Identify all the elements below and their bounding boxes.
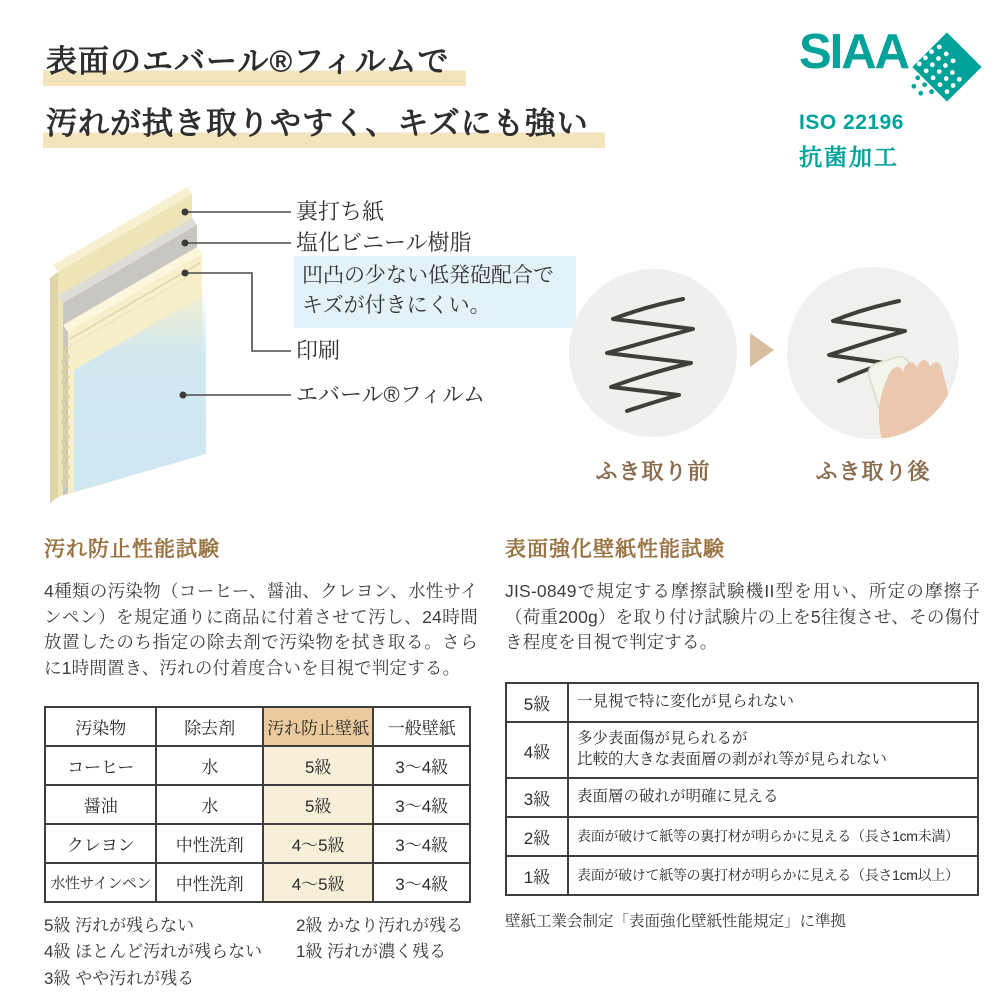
desc-cell: 表面が破けて紙等の裏打材が明らかに見える（長さ1cm以上）	[577, 867, 959, 884]
wallpaper-layers-illustration	[40, 172, 300, 517]
cell: 水	[156, 785, 262, 824]
grade-legend	[44, 913, 478, 992]
surface-test-description: JIS-0849で規定する摩擦試験機II型を用い、所定の摩擦子（荷重200g）を取り付け試験片の上を5往復させ、その傷付き程度を目視で判定する。	[505, 581, 980, 653]
grade-cell: 5級	[506, 683, 568, 722]
legend-item: 2級 かなり汚れが残る	[296, 915, 464, 935]
desc-cell: 一見視で特に変化が見られない	[577, 693, 795, 711]
legend-item: 1級 汚れが濃く残る	[296, 942, 447, 962]
cell: 水	[156, 746, 262, 785]
cell: 中性洗剤	[156, 863, 262, 902]
table-row	[506, 817, 978, 856]
header-pollutant: 汚染物	[45, 707, 156, 746]
header-remover: 除去剤	[156, 707, 262, 746]
cell: 3～4級	[373, 746, 470, 785]
surface-test-section	[505, 533, 980, 931]
before-wipe-label: ふき取り前	[595, 459, 711, 484]
cell: 水性サインペン	[45, 863, 156, 902]
header-stainproof-wallpaper: 汚れ防止壁紙	[263, 707, 373, 746]
table-row	[45, 785, 470, 824]
label-backing-paper: 裏打ち紙	[296, 199, 385, 224]
arrow-right-icon	[750, 333, 774, 367]
cell: 5級	[263, 746, 373, 785]
table-header-row	[45, 707, 470, 746]
low-foam-note	[294, 256, 576, 328]
label-vinyl-resin: 塩化ビニール樹脂	[296, 230, 472, 255]
siaa-logo	[799, 26, 984, 172]
surface-test-note: 壁紙工業会制定「表面強化壁紙性能規定」に準拠	[505, 913, 847, 930]
siaa-certification-text: 抗菌加工	[799, 144, 899, 170]
stain-test-description: 4種類の汚染物（コーヒー、醤油、クレヨン、水性サインペン）を規定通りに商品に付着させて汚し、24時間放置したのち指定の除去剤で汚染物を拭き取る。さらに1時間置き、汚れの付着度合いを目視で判定する。	[44, 581, 478, 679]
cell: 5級	[263, 785, 373, 824]
scribble-after-icon	[787, 267, 959, 439]
stain-test-table	[44, 706, 471, 903]
grade-cell: 2級	[506, 817, 568, 856]
desc-cell: 表面層の破れが明確に見える	[577, 788, 779, 806]
cell: 3～4級	[373, 824, 470, 863]
table-row	[45, 746, 470, 785]
cell: 3～4級	[373, 863, 470, 902]
siaa-iso-text: ISO 22196	[799, 111, 904, 134]
siaa-brand-text: SIAA	[799, 25, 909, 79]
cell: 4～5級	[263, 863, 373, 902]
low-foam-note-line-1: 凹凸の少ない低発砲配合で	[302, 264, 554, 287]
before-wipe-photo	[569, 269, 737, 437]
cell: 4～5級	[263, 824, 373, 863]
header-general-wallpaper: 一般壁紙	[373, 707, 470, 746]
title-line-2: 汚れが拭き取りやすく、キズにも強い	[43, 100, 605, 148]
scribble-before-icon	[569, 269, 737, 437]
after-wipe-photo	[787, 267, 959, 439]
table-row	[45, 863, 470, 902]
desc-cell: 多少表面傷が見られるが	[577, 730, 748, 748]
grade-cell: 1級	[506, 856, 568, 895]
desc-cell: 表面が破けて紙等の裏打材が明らかに見える（長さ1cm未満）	[577, 828, 959, 845]
cell: 醤油	[45, 785, 156, 824]
stain-test-heading: 汚れ防止性能試験	[44, 538, 220, 561]
after-wipe-label: ふき取り後	[815, 459, 931, 484]
cell: 3～4級	[373, 785, 470, 824]
table-row	[506, 778, 978, 817]
legend-item: 4級 ほとんど汚れが残らない	[44, 942, 263, 962]
table-row	[506, 722, 978, 778]
surface-test-heading: 表面強化壁紙性能試験	[505, 538, 725, 561]
label-printing: 印刷	[296, 338, 341, 363]
cell: 中性洗剤	[156, 824, 262, 863]
grade-cell: 3級	[506, 778, 568, 817]
title-line-1: 表面のエバール®フィルムで	[43, 38, 466, 86]
desc-cell: 比較的大きな表面層の剥がれ等が見られない	[577, 751, 888, 769]
cell: クレヨン	[45, 824, 156, 863]
surface-test-table	[505, 682, 979, 896]
cell: コーヒー	[45, 746, 156, 785]
siaa-mark-icon	[910, 24, 984, 110]
legend-item: 3級 やや汚れが残る	[44, 968, 195, 988]
table-row	[506, 856, 978, 895]
legend-item: 5級 汚れが残らない	[44, 915, 195, 935]
low-foam-note-line-2: キズが付きにくい。	[302, 294, 491, 318]
stain-test-section	[44, 533, 478, 992]
grade-cell: 4級	[506, 722, 568, 778]
table-row	[506, 683, 978, 722]
table-row	[45, 824, 470, 863]
label-eval-film: エバール®フィルム	[296, 382, 486, 407]
page-title	[43, 38, 605, 162]
